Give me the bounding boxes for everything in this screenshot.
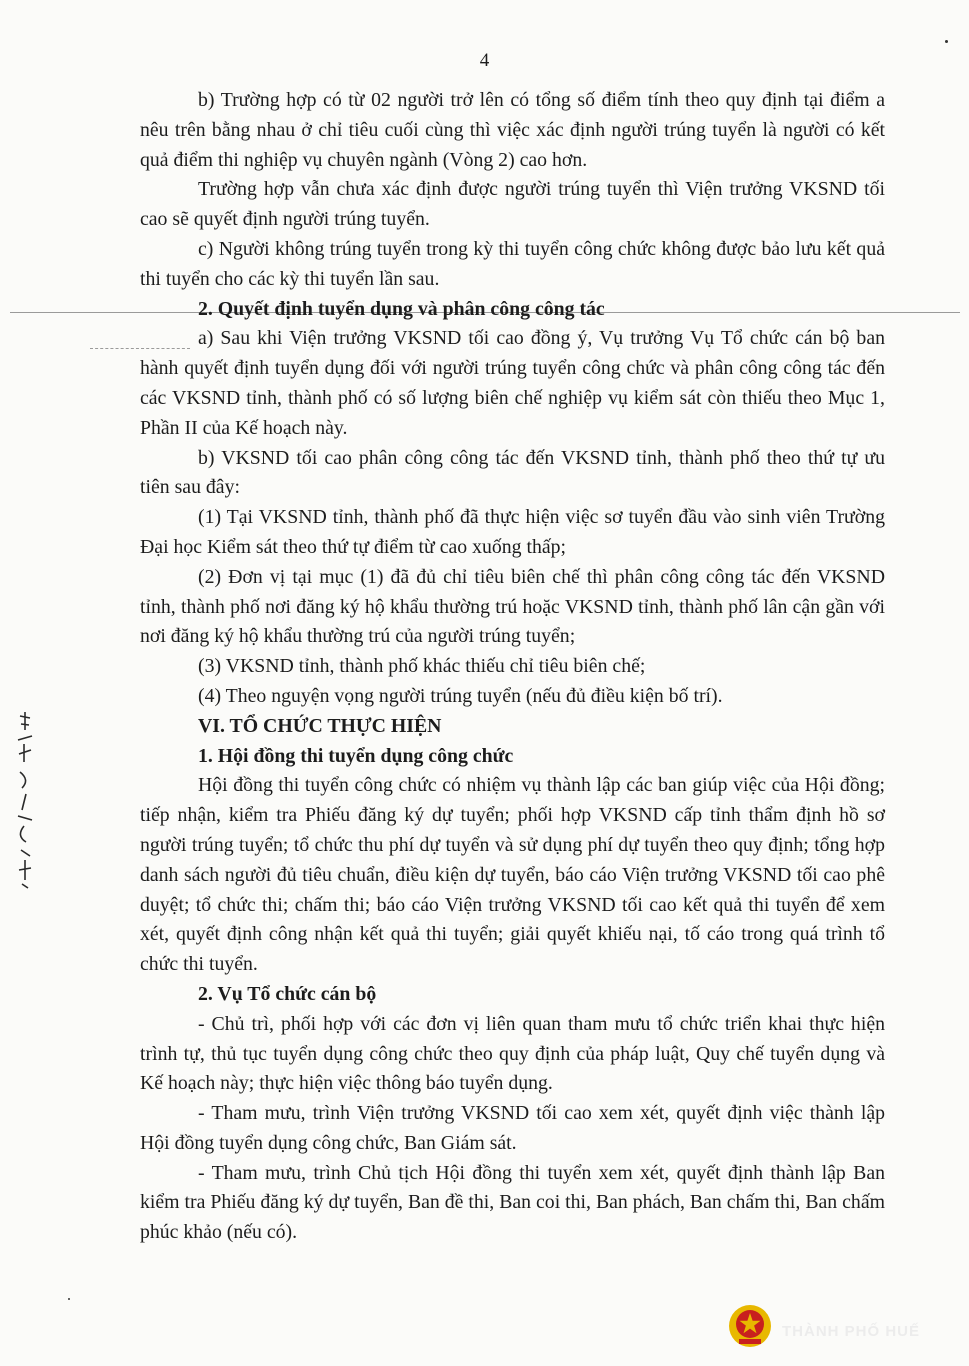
paragraph-council-duties: Hội đồng thi tuyển công chức có nhiệm vụ thành lập các ban giúp việc của Hội đồng; tiếp nhận, kiểm tra Phiếu đăng ký dự tuyển; phối hợp VKSND cấp tỉnh thẩm định hồ sơ người trúng tuyển; tổ chức thu phí dự tuyển và sử dụng phí dự tuyển theo quy định; tổng hợp danh sách người đủ tiêu chuẩn, điều kiện dự tuyển, báo cáo Viện trưởng VKSND tối cao phê duyệt; tổ chức thi; chấm thi; báo cáo Viện trưởng VKSND tối cao kết quả thi tuyển để xem xét, quyết định công nhận kết quả thi tuyển; giải quyết khiếu nại, tố cáo trong quá trình tổ chức thi tuyển.: [140, 774, 885, 976]
paragraph-b-tie-rule: b) Trường hợp có từ 02 người trở lên có tổng số điểm tính theo quy định tại điểm a nêu trên bằng nhau ở chỉ tiêu cuối cùng thì việc xác định người trúng tuyển là người có kết quả điểm thi nghiệp vụ chuyên ngành (Vòng 2) cao hơn.: [140, 89, 885, 171]
heading-decision-assignment: 2. Quyết định tuyển dụng và phân công công tác: [198, 297, 605, 320]
margin-signature-scribble: [12, 710, 38, 890]
section-heading-vi: VI. TỔ CHỨC THỰC HIỆN: [198, 714, 442, 737]
paragraph-department-duty-1: - Chủ trì, phối hợp với các đơn vị liên quan tham mưu tổ chức triển khai thực hiện trình tự, thủ tục tuyển dụng công chức theo quy định của pháp luật, Quy chế tuyển dụng và Kế hoạch này; thực hiện việc thông báo tuyển dụng.: [140, 1012, 885, 1095]
scan-speck: [945, 40, 948, 43]
heading-exam-council: 1. Hội đồng thi tuyển dụng công chức: [198, 744, 514, 767]
priority-item-1: (1) Tại VKSND tỉnh, thành phố đã thực hiện việc sơ tuyển đầu vào sinh viên Trường Đại học Kiểm sát theo thứ tự điểm từ cao xuống thấp;: [140, 506, 885, 558]
scan-speck: [68, 1298, 70, 1300]
document-body: [140, 86, 885, 1248]
paragraph-a-decision: a) Sau khi Viện trưởng VKSND tối cao đồng ý, Vụ trưởng Vụ Tổ chức cán bộ ban hành quyết định tuyển dụng đối với người trúng tuyển công chức và phân công công tác đến các VKSND tỉnh, thành phố có số lượng biên chế nghiệp vụ kiểm sát còn thiếu theo Mục 1, Phần II của Kế hoạch này.: [140, 327, 885, 439]
priority-item-2: (2) Đơn vị tại mục (1) đã đủ chỉ tiêu biên chế thì phân công công tác đến VKSND tỉnh, thành phố nơi đăng ký hộ khẩu thường trú hoặc VKSND tỉnh, thành phố lân cận gần với nơi đăng ký hộ khẩu thường trú của người trúng tuyển;: [140, 565, 885, 648]
heading-personnel-department: 2. Vụ Tổ chức cán bộ: [198, 982, 377, 1005]
paragraph-department-duty-3: - Tham mưu, trình Chủ tịch Hội đồng thi tuyển xem xét, quyết định thành lập Ban kiểm tra Phiếu đăng ký dự tuyển, Ban đề thi, Ban coi thi, Ban phách, Ban chấm thi, Ban chấm phúc khảo (nếu có).: [140, 1161, 885, 1244]
priority-item-3: (3) VKSND tỉnh, thành phố khác thiếu chỉ tiêu biên chế;: [198, 655, 646, 678]
watermark-text: THÀNH PHỐ HUẾ: [782, 1323, 921, 1340]
priority-item-4: (4) Theo nguyện vọng người trúng tuyển (nếu đủ điều kiện bố trí).: [198, 684, 723, 707]
paragraph-undetermined: Trường hợp vẫn chưa xác định được người trúng tuyển thì Viện trưởng VKSND tối cao sẽ quyết định người trúng tuyển.: [140, 178, 885, 231]
national-emblem-icon: [727, 1303, 773, 1349]
page-number: 4: [479, 50, 490, 71]
paragraph-b-priority: b) VKSND tối cao phân công công tác đến VKSND tỉnh, thành phố theo thứ tự ưu tiên sau đây:: [140, 446, 885, 499]
paragraph-c-not-reserved: c) Người không trúng tuyển trong kỳ thi tuyển công chức không được bảo lưu kết quả thi tuyển cho các kỳ thi tuyển lần sau.: [140, 237, 885, 290]
paragraph-department-duty-2: - Tham mưu, trình Viện trưởng VKSND tối cao xem xét, quyết định việc thành lập Hội đồng tuyển dụng công chức, Ban Giám sát.: [140, 1102, 885, 1154]
